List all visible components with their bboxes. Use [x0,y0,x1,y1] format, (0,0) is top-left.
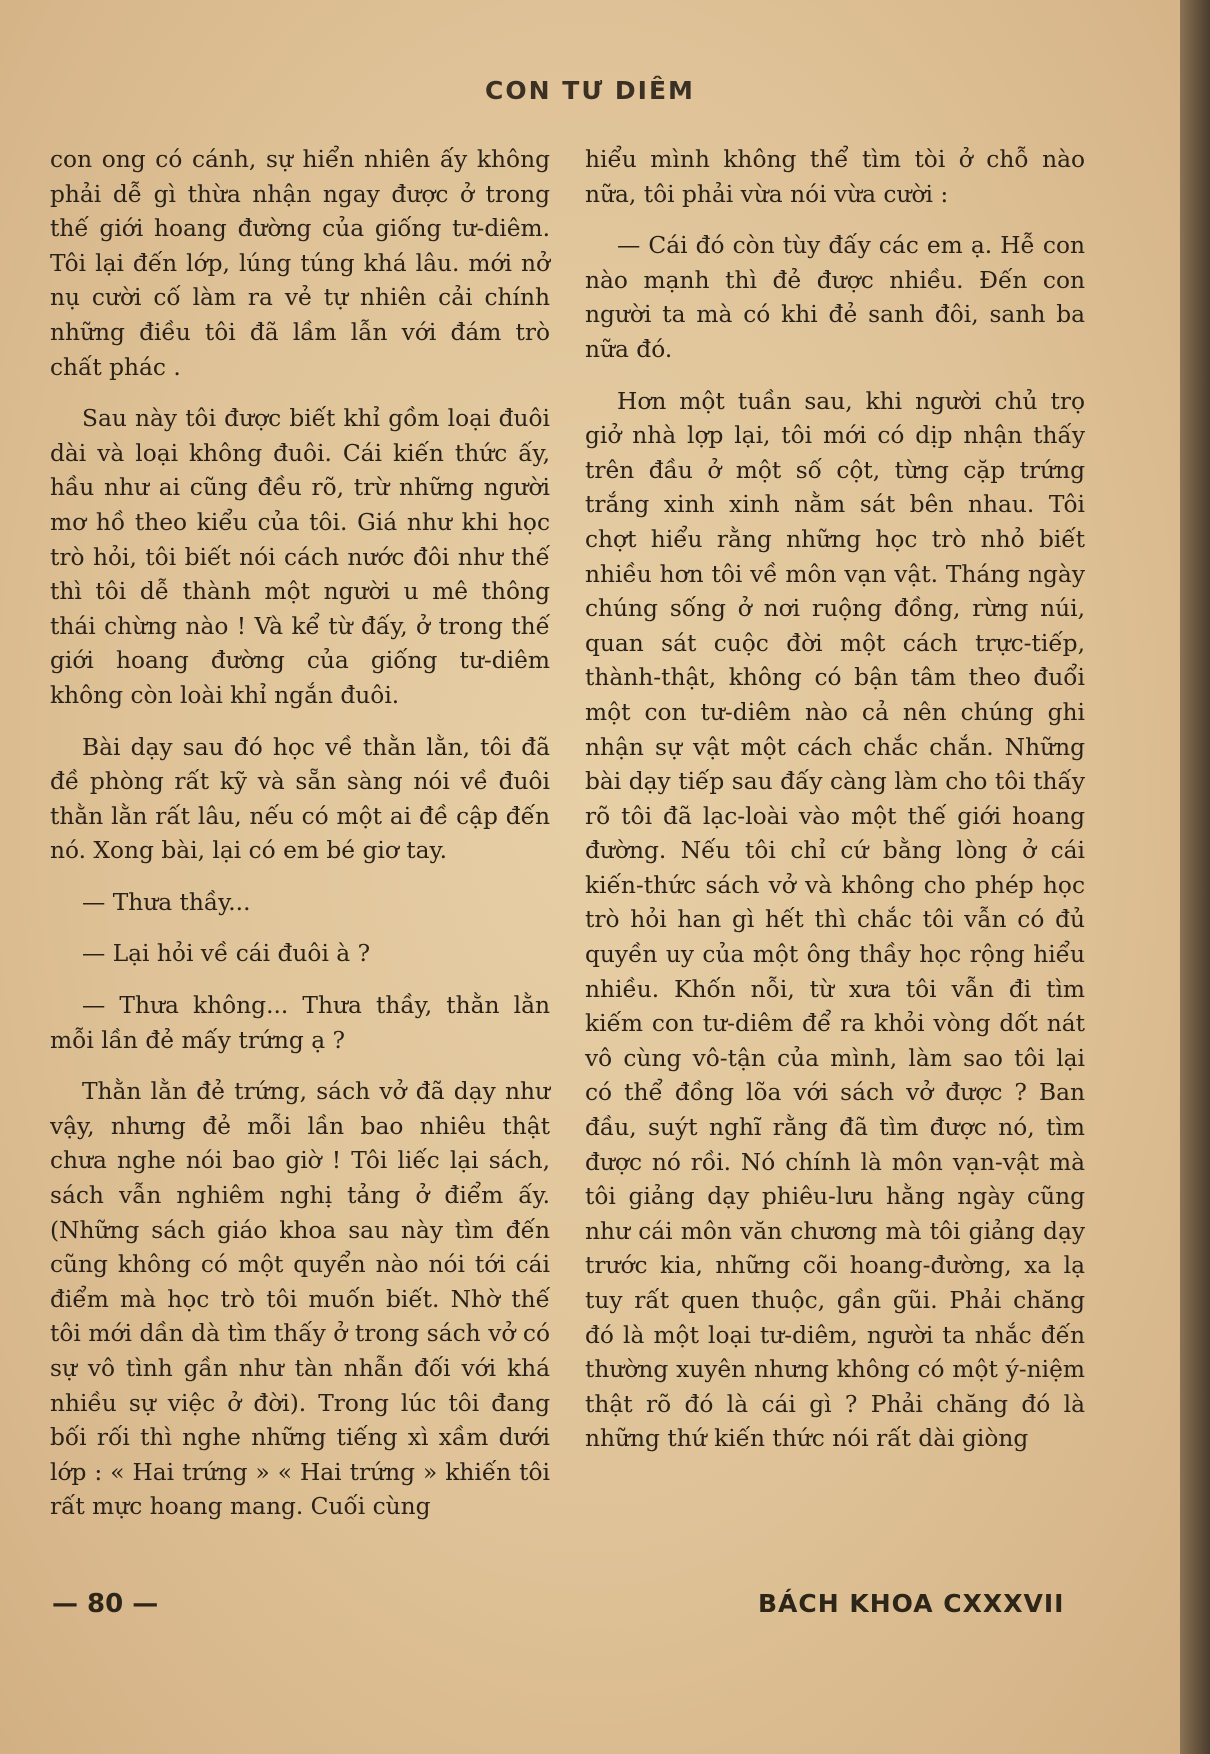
page-edge [1180,0,1210,1754]
right-column [585,143,1085,1474]
issue-label: BÁCH KHOA CXXXVII [758,1589,1065,1618]
page-number: — 80 — [52,1589,159,1619]
paragraph: Hơn một tuần sau, khi người chủ trọ giở nhà lợp lại, tôi mới có dịp nhận thấy trên đầu ở một số cột, từng cặp trứng trắng xinh xinh nằm sát bên nhau. Tôi chợt hiểu rằng những học trò nhỏ biết nhiều hơn tôi về môn vạn vật. Tháng ngày chúng sống ở nơi ruộng đồng, rừng núi, quan sát cuộc đời một cách trực-tiếp, thành-thật, không có bận tâm theo đuổi một con tư-diêm nào cả nên chúng ghi nhận sự vật một cách chắc chắn. Những bài dạy tiếp sau đấy càng làm cho tôi thấy rõ tôi đã lạc-loài vào một thế giới hoang đường. Nếu tôi chỉ cứ bằng lòng ở cái kiến-thức sách vở và không cho phép học trò hỏi han gì hết thì chắc tôi vẫn có đủ quyền uy của một ông thầy học rộng hiểu nhiều. Khốn nỗi, từ xưa tôi vẫn đi tìm kiếm con tư-diêm để ra khỏi vòng dốt nát vô cùng vô-tận của mình, làm sao tôi lại có thể đồng lõa với sách vở được ? Ban đầu, suýt nghĩ rằng đã tìm được nó, tìm được nó rồi. Nó chính là môn vạn-vật mà tôi giảng dạy phiêu-lưu hằng ngày cũng như cái môn văn chương mà tôi giảng dạy trước kia, những cõi hoang-đường, xa lạ tuy rất quen thuộc, gần gũi. Phải chăng đó là một loại tư-diêm, người ta nhắc đến thường xuyên nhưng không có một ý-niệm thật rõ đó là cái gì ? Phải chăng đó là những thứ kiến thức nói rất dài giòng [585,387,1085,1453]
paragraph: Thằn lằn đẻ trứng, sách vở đã dạy như vậy, nhưng đẻ mỗi lần bao nhiêu thật chưa nghe nói bao giờ ! Tôi liếc lại sách, sách vẫn nghiêm nghị tảng ở điểm ấy. (Những sách giáo khoa sau này tìm đến cũng không có một quyển nào nói tới cái điểm mà học trò tôi muốn biết. Nhờ thế tôi mới dần dà tìm thấy ở trong sách vở có sự vô tình gần như tàn nhẫn đối với khá nhiều sự việc ở đời). Trong lúc tôi đang bối rối thì nghe những tiếng xì xầm dưới lớp : « Hai trứng » « Hai trứng » khiến tôi rất mực hoang mang. Cuối cùng [50,1078,550,1521]
dialogue-line: — Thưa không... Thưa thầy, thằn lằn mỗi lần đẻ mấy trứng ạ ? [50,992,550,1054]
paragraph: Bài dạy sau đó học về thằn lằn, tôi đã đề phòng rất kỹ và sẵn sàng nói về đuôi thằn lằn rất lâu, nếu có một ai đề cập đến nó. Xong bài, lại có em bé giơ tay. [50,733,550,865]
running-head-title: CON TƯ DIÊM [485,76,695,105]
dialogue-line: — Cái đó còn tùy đấy các em ạ. Hễ con nào mạnh thì đẻ được nhiều. Đến con người ta mà có khi đẻ sanh đôi, sanh ba nữa đó. [585,232,1085,363]
dialogue-line: — Thưa thầy... [82,888,251,916]
paragraph: con ong có cánh, sự hiển nhiên ấy không phải dễ gì thừa nhận ngay được ở trong thế giới hoang đường của giống tư-diêm. Tôi lại đến lớp, lúng túng khá lâu. mới nở nụ cười cố làm ra vẻ tự nhiên cải chính những điều tôi đã lầm lẫn với đám trò chất phác . [50,146,550,381]
paragraph: Sau này tôi được biết khỉ gồm loại đuôi dài và loại không đuôi. Cái kiến thức ấy, hầu như ai cũng đều rõ, trừ những người mơ hồ theo kiểu của tôi. Giá như khi học trò hỏi, tôi biết nói cách nước đôi như thế thì tôi dễ thành một người u mê thông thái chừng nào ! Và kể từ đấy, ở trong thế giới hoang đường của giống tư-diêm không còn loài khỉ ngắn đuôi. [50,405,550,709]
paragraph: hiểu mình không thể tìm tòi ở chỗ nào nữa, tôi phải vừa nói vừa cười : [585,146,1085,208]
left-column [50,143,550,1542]
dialogue-line: — Lại hỏi về cái đuôi à ? [82,940,371,968]
